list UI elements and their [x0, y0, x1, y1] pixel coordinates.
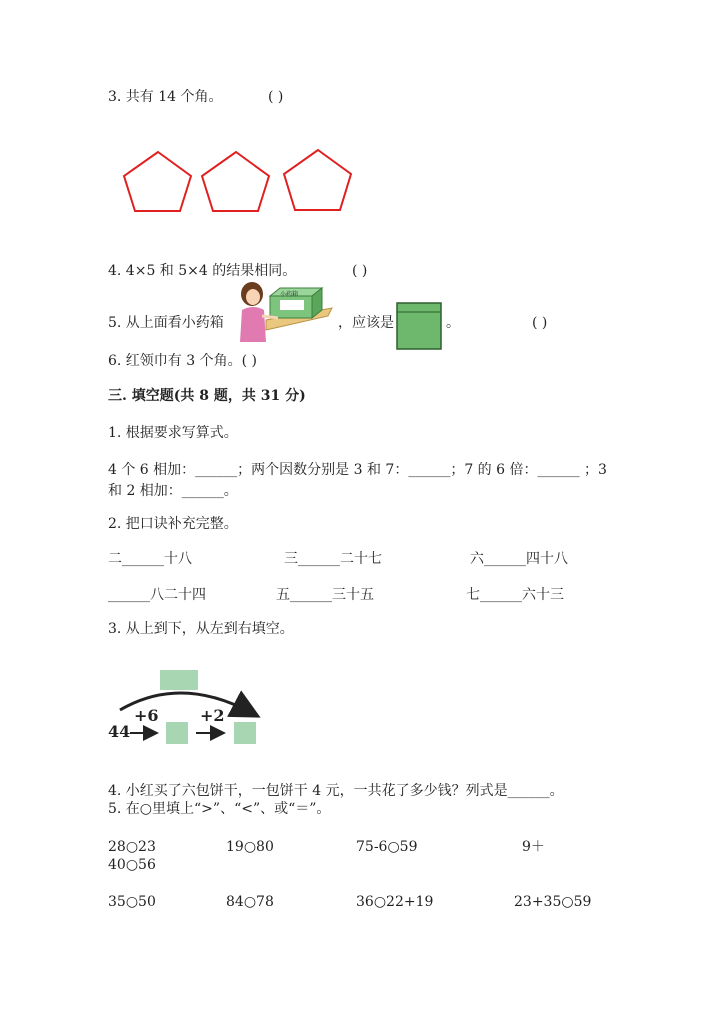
- chain-op-plus2: +2: [200, 706, 225, 725]
- judge-q3-text: 3. 共有 14 个角。: [108, 89, 223, 105]
- fill-q2-title: 2. 把口诀补充完整。: [108, 516, 238, 532]
- fill-q1-line1: 4 个 6 相加：______；两个因数分别是 3 和 7：______；7 的 6 倍：______ ；3: [108, 462, 607, 478]
- compare-item: 9＋: [522, 839, 545, 855]
- judge-q5-answer-paren: ( ): [532, 315, 548, 331]
- section-3-title: 三. 填空题(共 8 题，共 31 分): [108, 388, 306, 404]
- fill-q2-item: ______八二十四: [108, 587, 206, 603]
- fill-q2-item: 六______四十八: [470, 551, 568, 567]
- fill-q2-item: 七______六十三: [466, 587, 564, 603]
- top-view-square: [396, 302, 446, 352]
- compare-item: 84○78: [226, 894, 274, 910]
- answer-box-middle: [166, 722, 188, 744]
- pentagon-2: [202, 152, 269, 211]
- judge-q4-text: 4. 4×5 和 5×4 的结果相同。: [108, 263, 297, 279]
- judge-q6-text: 6. 红领巾有 3 个角。( ): [108, 353, 257, 369]
- compare-item: 28○23: [108, 839, 156, 855]
- compare-item: 19○80: [226, 839, 274, 855]
- answer-box-right: [234, 722, 256, 744]
- fill-q2-item: 三______二十七: [284, 551, 382, 567]
- judge-q3-answer-paren: ( ): [268, 89, 284, 105]
- judge-q5-text-middle: ，应该是: [338, 315, 394, 331]
- medicine-box-label: 小药箱: [280, 291, 299, 298]
- compare-item: 75-6○59: [356, 839, 418, 855]
- compare-item: 35○50: [108, 894, 156, 910]
- girl-medicine-box-illustration: [236, 280, 336, 344]
- pentagon-1: [124, 152, 191, 211]
- judge-q5-text-end: 。: [446, 315, 460, 331]
- fill-q5-title: 5. 在○里填上“>”、“<”、或“＝”。: [108, 801, 331, 817]
- pentagon-3: [284, 150, 351, 210]
- compare-item-wrap: 40○56: [108, 857, 156, 873]
- fill-q4-text: 4. 小红买了六包饼干，一包饼干 4 元，一共花了多少钱？列式是______。: [108, 783, 564, 799]
- chain-op-plus6: +6: [134, 706, 159, 725]
- fill-q2-item: 二______十八: [108, 551, 192, 567]
- fill-q2-item: 五______三十五: [276, 587, 374, 603]
- fill-q1-line2: 和 2 相加：______。: [108, 483, 238, 499]
- fill-q3-title: 3. 从上到下，从左到右填空。: [108, 621, 294, 637]
- judge-q5-text: 5. 从上面看小药箱: [108, 315, 224, 331]
- compare-item: 36○22+19: [356, 894, 434, 910]
- fill-q1-title: 1. 根据要求写算式。: [108, 425, 238, 441]
- compare-item: 23+35○59: [514, 894, 592, 910]
- chain-start-number: 44: [108, 722, 131, 741]
- judge-q4-answer-paren: ( ): [352, 263, 368, 279]
- answer-box-top: [160, 670, 198, 690]
- pentagons-figure: [0, 0, 720, 230]
